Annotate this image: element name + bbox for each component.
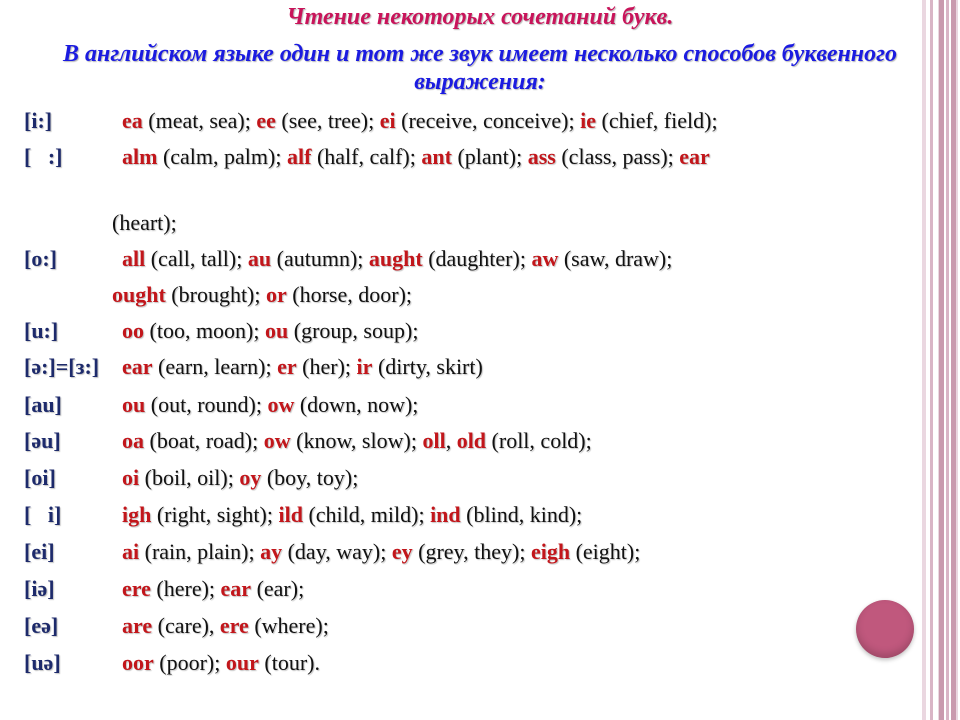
- letter-combination: aw: [531, 246, 559, 271]
- sound-symbol: [ә:]=[з:]: [24, 354, 100, 379]
- letter-combination: alf: [286, 144, 312, 169]
- rule-line: [112, 282, 412, 308]
- letter-combination: ere: [122, 576, 151, 601]
- letter-combination: ought: [112, 282, 166, 307]
- separator: ;: [576, 502, 583, 527]
- letter-combination: ind: [430, 502, 461, 527]
- rule-line: [24, 144, 710, 170]
- separator: ;: [634, 539, 641, 564]
- separator: ;: [266, 502, 279, 527]
- example-words: (rain, plain): [139, 539, 249, 564]
- example-words: (child, mild): [302, 502, 419, 527]
- example-words: (blind, kind): [460, 502, 577, 527]
- separator: ;: [352, 465, 359, 490]
- letter-combination: old: [456, 428, 487, 453]
- separator: ;: [667, 144, 680, 169]
- sound-symbol: [u:]: [24, 318, 59, 343]
- rule-line: [24, 650, 320, 676]
- example-words: (ear): [251, 576, 299, 601]
- separator: ;: [227, 465, 240, 490]
- rule-line: [24, 465, 358, 491]
- sound-symbol: [ i]: [24, 502, 62, 527]
- example-words: (receive, conceive): [395, 108, 569, 133]
- separator: ;: [214, 650, 226, 675]
- separator: ;: [409, 144, 422, 169]
- letter-combination: ear: [220, 576, 252, 601]
- letter-combination: aught: [368, 246, 423, 271]
- example-words: (too, moon): [144, 318, 254, 343]
- separator: ;: [253, 318, 266, 343]
- letter-combination: oo: [122, 318, 144, 343]
- example-words: (where): [248, 613, 323, 638]
- example-words: (calm, palm): [157, 144, 276, 169]
- letter-combination: are: [122, 613, 153, 638]
- example-words: (poor): [153, 650, 215, 675]
- letter-combination: ee: [256, 108, 276, 133]
- separator: ;: [244, 108, 257, 133]
- letter-combination: ai: [122, 539, 140, 564]
- example-words: (her): [296, 354, 345, 379]
- example-words: (boil, oil): [139, 465, 228, 490]
- sound-symbol: [o:]: [24, 246, 57, 271]
- letter-combination: ere: [219, 613, 249, 638]
- separator: ;: [585, 428, 592, 453]
- sound-symbol: [ei]: [24, 539, 55, 564]
- letter-combination: ou: [265, 318, 289, 343]
- example-words: (horse, door): [286, 282, 406, 307]
- sound-symbol: [әu]: [24, 428, 61, 453]
- example-words: (tour): [258, 650, 315, 675]
- letter-combination: or: [266, 282, 287, 307]
- letter-combination: ow: [267, 392, 295, 417]
- letter-combination: alm: [122, 144, 158, 169]
- letter-combination: our: [225, 650, 259, 675]
- letter-combination: oy: [239, 465, 262, 490]
- example-words: (autumn): [271, 246, 358, 271]
- separator: ;: [418, 502, 431, 527]
- rule-line: [24, 613, 329, 639]
- separator: .: [314, 650, 320, 675]
- letter-combination: ear: [122, 354, 153, 379]
- letter-combination: ass: [527, 144, 556, 169]
- separator: ;: [666, 246, 673, 271]
- separator: ,: [445, 428, 457, 453]
- example-words: (meat, sea): [142, 108, 245, 133]
- sound-symbol: [au]: [24, 392, 62, 417]
- letter-combination: ie: [580, 108, 596, 133]
- letter-combination: oa: [122, 428, 144, 453]
- rule-line: [24, 392, 418, 418]
- example-words: (heart): [112, 210, 171, 235]
- letter-combination: all: [122, 246, 146, 271]
- rule-line: [24, 428, 592, 454]
- sound-symbol: [ :]: [24, 144, 63, 169]
- separator: ;: [236, 246, 248, 271]
- example-words: (right, sight): [151, 502, 267, 527]
- separator: ;: [412, 318, 419, 343]
- separator: ,: [208, 613, 220, 638]
- rule-line: [24, 539, 640, 565]
- rule-line: [112, 210, 177, 236]
- slide-subtitle: В английском языке один и тот же звук имеет несколько способов буквенного выражения:: [63, 41, 897, 95]
- rule-line: [24, 576, 304, 602]
- letter-combination: igh: [122, 502, 152, 527]
- separator: ;: [516, 144, 528, 169]
- example-words: (care): [152, 613, 209, 638]
- separator: ;: [322, 613, 329, 638]
- separator: ;: [248, 539, 261, 564]
- letter-combination: oor: [122, 650, 154, 675]
- example-words: (here): [150, 576, 209, 601]
- example-words: (see, tree): [275, 108, 369, 133]
- example-words: (call, tall): [145, 246, 237, 271]
- separator: ;: [265, 354, 278, 379]
- slide-title: Чтение некоторых сочетаний букв.: [286, 4, 674, 30]
- letter-combination: ear: [679, 144, 710, 169]
- example-words: (group, soup): [288, 318, 413, 343]
- separator: ;: [254, 282, 267, 307]
- separator: ;: [275, 144, 287, 169]
- example-words: (boat, road): [144, 428, 253, 453]
- letter-combination: oi: [122, 465, 140, 490]
- rule-line: [24, 246, 672, 272]
- rule-line: [24, 318, 418, 344]
- separator: ;: [380, 539, 392, 564]
- separator: ;: [405, 282, 413, 307]
- example-words: (down, now): [294, 392, 413, 417]
- example-words: (earn, learn): [152, 354, 266, 379]
- letter-combination: oll: [422, 428, 446, 453]
- sound-symbol: [oi]: [24, 465, 56, 490]
- example-words: (grey, they): [412, 539, 520, 564]
- example-words: (half, calf): [311, 144, 410, 169]
- separator: ;: [410, 428, 423, 453]
- example-words: (eight): [570, 539, 635, 564]
- separator: ;: [298, 576, 305, 601]
- example-words: (chief, field): [596, 108, 712, 133]
- letter-combination: ant: [421, 144, 452, 169]
- letter-combination: er: [277, 354, 297, 379]
- letter-combination: ey: [391, 539, 413, 564]
- separator: ;: [711, 108, 718, 133]
- separator: ;: [357, 246, 369, 271]
- example-words: (class, pass): [555, 144, 668, 169]
- letter-combination: ild: [278, 502, 303, 527]
- example-words: (boy, toy): [261, 465, 353, 490]
- separator: ;: [252, 428, 264, 453]
- rule-line: [24, 354, 483, 380]
- separator: ;: [170, 210, 177, 235]
- example-words: (dirty, skirt): [372, 354, 483, 379]
- separator: ;: [519, 246, 532, 271]
- separator: ;: [519, 539, 531, 564]
- sound-symbol: [i:]: [24, 108, 53, 133]
- example-words: (daughter): [422, 246, 520, 271]
- sound-symbol: [eә]: [24, 613, 59, 638]
- sound-symbol: [uә]: [24, 650, 61, 675]
- letter-combination: eigh: [530, 539, 571, 564]
- example-words: (day, way): [282, 539, 381, 564]
- example-words: (plant): [451, 144, 517, 169]
- example-words: (brought): [165, 282, 255, 307]
- separator: ;: [344, 354, 357, 379]
- example-words: (roll, cold): [486, 428, 586, 453]
- separator: ;: [368, 108, 380, 133]
- example-words: (saw, draw): [558, 246, 667, 271]
- letter-combination: ay: [260, 539, 283, 564]
- letter-combination: ou: [122, 392, 146, 417]
- letter-combination: ow: [263, 428, 291, 453]
- separator: ;: [255, 392, 268, 417]
- letter-combination: au: [247, 246, 272, 271]
- example-words: (know, slow): [290, 428, 411, 453]
- rule-line: [24, 502, 582, 528]
- separator: ;: [412, 392, 419, 417]
- rule-line: [24, 108, 718, 134]
- letter-combination: ea: [122, 108, 143, 133]
- letter-combination: ir: [356, 354, 373, 379]
- separator: ;: [568, 108, 581, 133]
- separator: ;: [208, 576, 221, 601]
- sound-symbol: [iә]: [24, 576, 55, 601]
- example-words: (out, round): [145, 392, 256, 417]
- letter-combination: ei: [379, 108, 396, 133]
